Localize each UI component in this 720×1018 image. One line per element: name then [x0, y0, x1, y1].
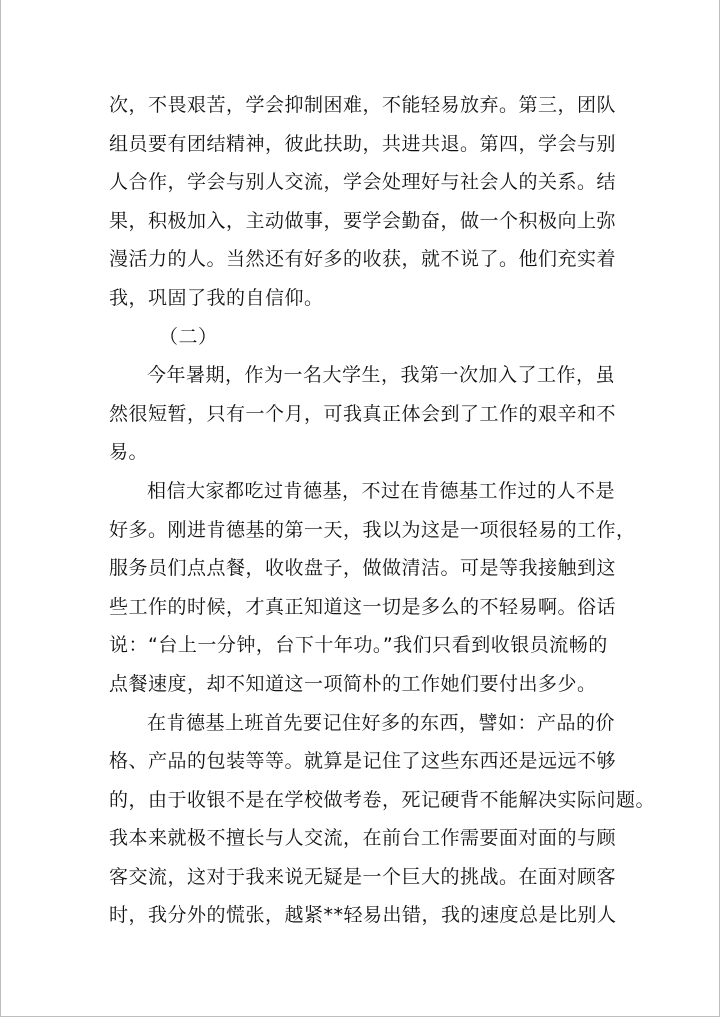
text-line: 次，不畏艰苦，学会抑制困难，不能轻易放弃。第三，团队 [109, 94, 617, 116]
document-body [109, 86, 656, 935]
text-line: 服务员们点点餐，收收盘子，做做清洁。可是等我接触到这 [109, 557, 617, 580]
text-line: 我，巩固了我的自信仰。 [109, 286, 324, 309]
text-line: 客交流，这对于我来说无疑是一个巨大的挑战。在面对顾客 [109, 865, 617, 888]
text-line: 说：“台上一分钟，台下十年功。”我们只看到收银员流畅的 [109, 634, 608, 657]
text-line: 然很短暂，只有一个月，可我真正体会到了工作的艰辛和不 [109, 402, 617, 425]
text-line: 点餐速度，却不知道这一项简朴的工作她们要付出多少。 [109, 672, 597, 695]
text-line: 组员要有团结精神，彼此扶助，共进共退。第四，学会与别 [109, 132, 617, 155]
text-line: 在肯德基上班首先要记住好多的东西，譬如：产品的价 [147, 711, 616, 734]
text-line: 易。 [109, 441, 149, 464]
text-line: 好多。刚进肯德基的第一天，我以为这是一项很轻易的工作， [109, 518, 636, 541]
text-line: 我本来就极不擅长与人交流，在前台工作需要面对面的与顾 [109, 827, 617, 850]
text-line: 今年暑期，作为一名大学生，我第一次加入了工作，虽 [147, 364, 616, 387]
text-line: 的，由于收银不是在学校做考卷，死记硬背不能解决实际问题。 [109, 788, 656, 811]
text-line: 漫活力的人。当然还有好多的收获，就不说了。他们充实着 [109, 248, 617, 271]
text-line: 相信大家都吃过肯德基，不过在肯德基工作过的人不是 [147, 479, 616, 502]
text-line: 时，我分外的慌张，越紧**轻易出错，我的速度总是比别人 [109, 904, 617, 927]
text-line: 些工作的时候，才真正知道这一切是多么的不轻易啊。俗话 [109, 595, 617, 618]
text-line: 果，积极加入，主动做事，要学会勤奋，做一个积极向上弥 [109, 209, 617, 232]
text-line: 人合作，学会与别人交流，学会处理好与社会人的关系。结 [109, 171, 617, 194]
text-line: 格、产品的包装等等。就算是记住了这些东西还是远远不够 [109, 750, 617, 773]
section-heading: （二） [159, 325, 218, 348]
